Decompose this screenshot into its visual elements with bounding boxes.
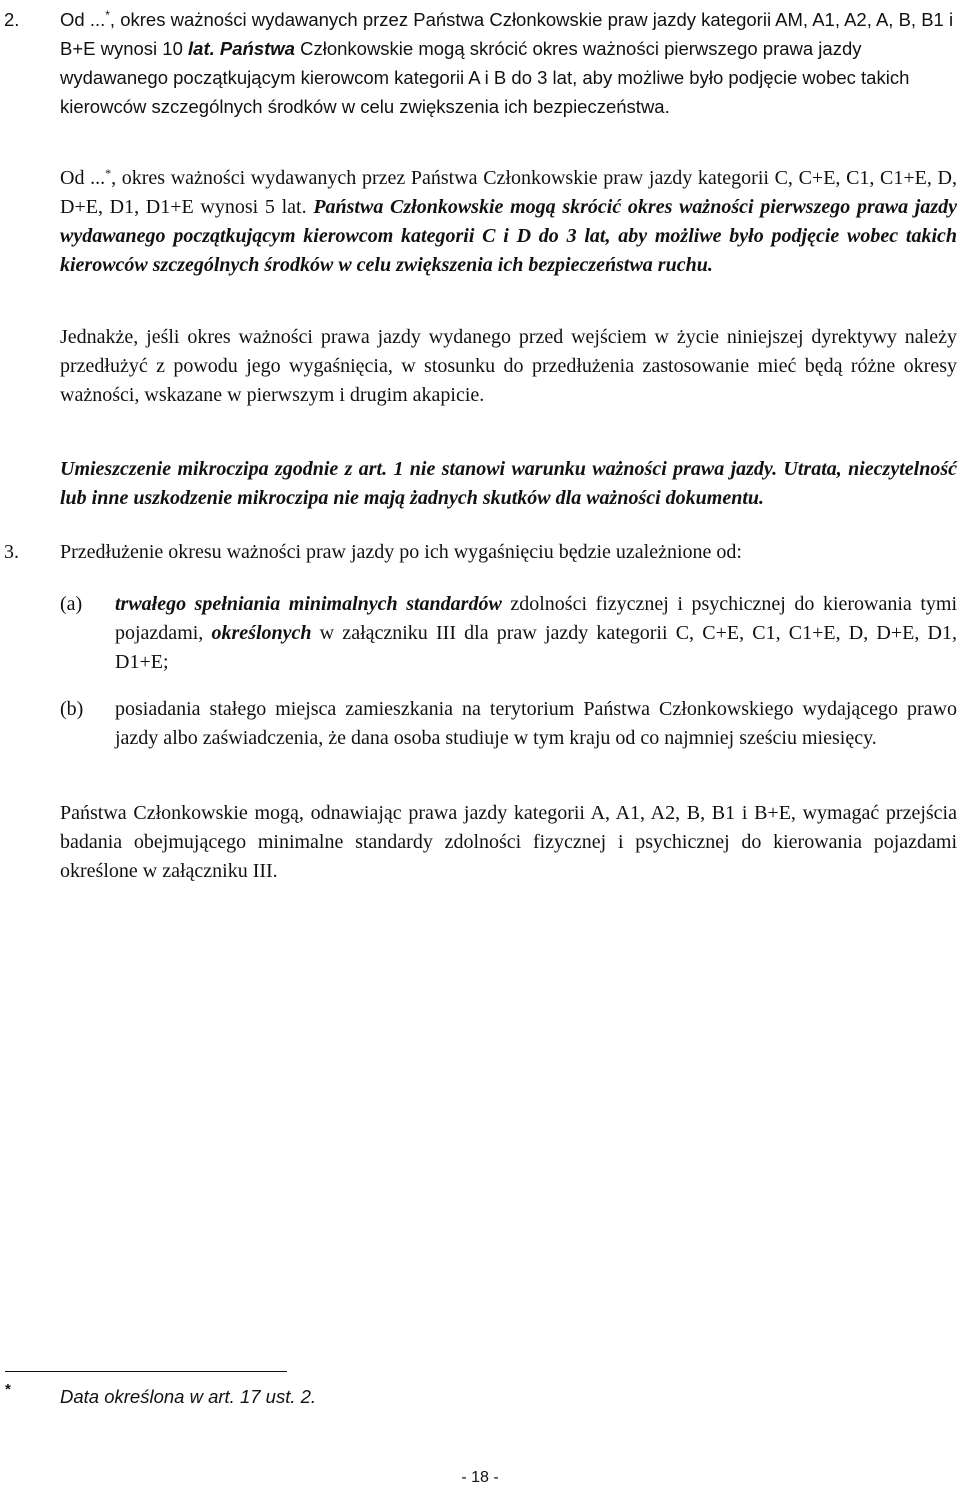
page-number: - 18 - xyxy=(461,1469,499,1486)
item-number-2: 2. xyxy=(4,9,20,30)
list-item-a xyxy=(115,590,957,677)
list-item-b: posiadania stałego miejsca zamieszkania na terytorium Państwa Członkowskiego wydającego prawo jazdy albo zaświadczenia, że dana osoba studiuje w tym kraju od co najmniej sześciu miesięcy. xyxy=(115,698,957,749)
text-emphasis: trwałego spełniania minimalnych standardów xyxy=(115,593,502,615)
footnote-mark: * xyxy=(5,1381,11,1398)
paragraph-3-intro: Przedłużenie okresu ważności praw jazdy po ich wygaśnięciu będzie uzależnione od: xyxy=(60,541,742,563)
paragraph-2-2 xyxy=(60,164,957,280)
text-body: , okres ważności wydawanych przez Państwa Członkowskie praw jazdy kategorii AM, A1, A2, A, B, B1 i B+E wynosi 10 xyxy=(60,9,954,59)
paragraph-3-closing: Państwa Członkowskie mogą, odnawiając prawa jazdy kategorii A, A1, A2, B, B1 i B+E, wymagać przejścia badania obejmującego minimalne standardy zdolności fizycznej i psychicznej do kierowania pojazdami określone w załączniku III. xyxy=(60,802,957,882)
text-emphasis: Państwa Członkowskie mogą skrócić okres ważności pierwszego prawa jazdy wydawanego początkującym kierowcom kategorii C i D do 3 lat, aby możliwe było podjęcie wobec takich kierowców szczególnych środków w celu zwiększenia ich bezpieczeństwa ruchu. xyxy=(60,196,957,276)
text-body: zdolności fizycznej i psychicznej do kierowania tymi pojazdami, xyxy=(115,593,957,644)
paragraph-2-1 xyxy=(60,5,957,121)
text-od: Od ... xyxy=(60,9,106,30)
footnote-text: Data określona w art. 17 ust. 2. xyxy=(60,1386,317,1407)
text-od: Od ... xyxy=(60,167,106,189)
footnote-ref: * xyxy=(105,166,112,180)
paragraph-2-3: Jednakże, jeśli okres ważności prawa jazdy wydanego przed wejściem w życie niniejszej dyrektywy należy przedłużyć z powodu jego wygaśnięcia, w stosunku do przedłużenia zastosowanie mieć będą różne okresy ważności, wskazane w pierwszym i drugim akapicie. xyxy=(60,326,957,406)
paragraph-2-4: Umieszczenie mikroczipa zgodnie z art. 1 nie stanowi warunku ważności prawa jazdy. Utrata, nieczytelność lub inne uszkodzenie mikroczipa nie mają żadnych skutków dla ważności dokumentu. xyxy=(60,458,957,509)
text-emphasis: określonych xyxy=(211,622,312,644)
text-body: , okres ważności wydawanych przez Państwa Członkowskie praw jazdy kategorii C, C+E, C1, C1+E, D, D+E, D1, D1+E wynosi 5 lat. xyxy=(60,167,957,218)
footnote-divider xyxy=(5,1371,287,1372)
item-number-3: 3. xyxy=(4,541,19,563)
text-emphasis: lat. Państwa xyxy=(188,38,295,59)
text-body-cont: w załączniku III dla praw jazdy kategorii C, C+E, C1, C1+E, D, D+E, D1, D1+E; xyxy=(115,622,957,673)
footnote-ref: * xyxy=(105,8,110,22)
text-body-cont: Członkowskie mogą skrócić okres ważności pierwszego prawa jazdy wydawanego początkującym kierowcom kategorii A i B do 3 lat, aby możliwe było podjęcie wobec takich kierowców szczególnych środków w celu zwiększenia ich bezpieczeństwa. xyxy=(60,38,910,117)
list-label-a: (a) xyxy=(60,593,83,615)
list-label-b: (b) xyxy=(60,698,84,720)
